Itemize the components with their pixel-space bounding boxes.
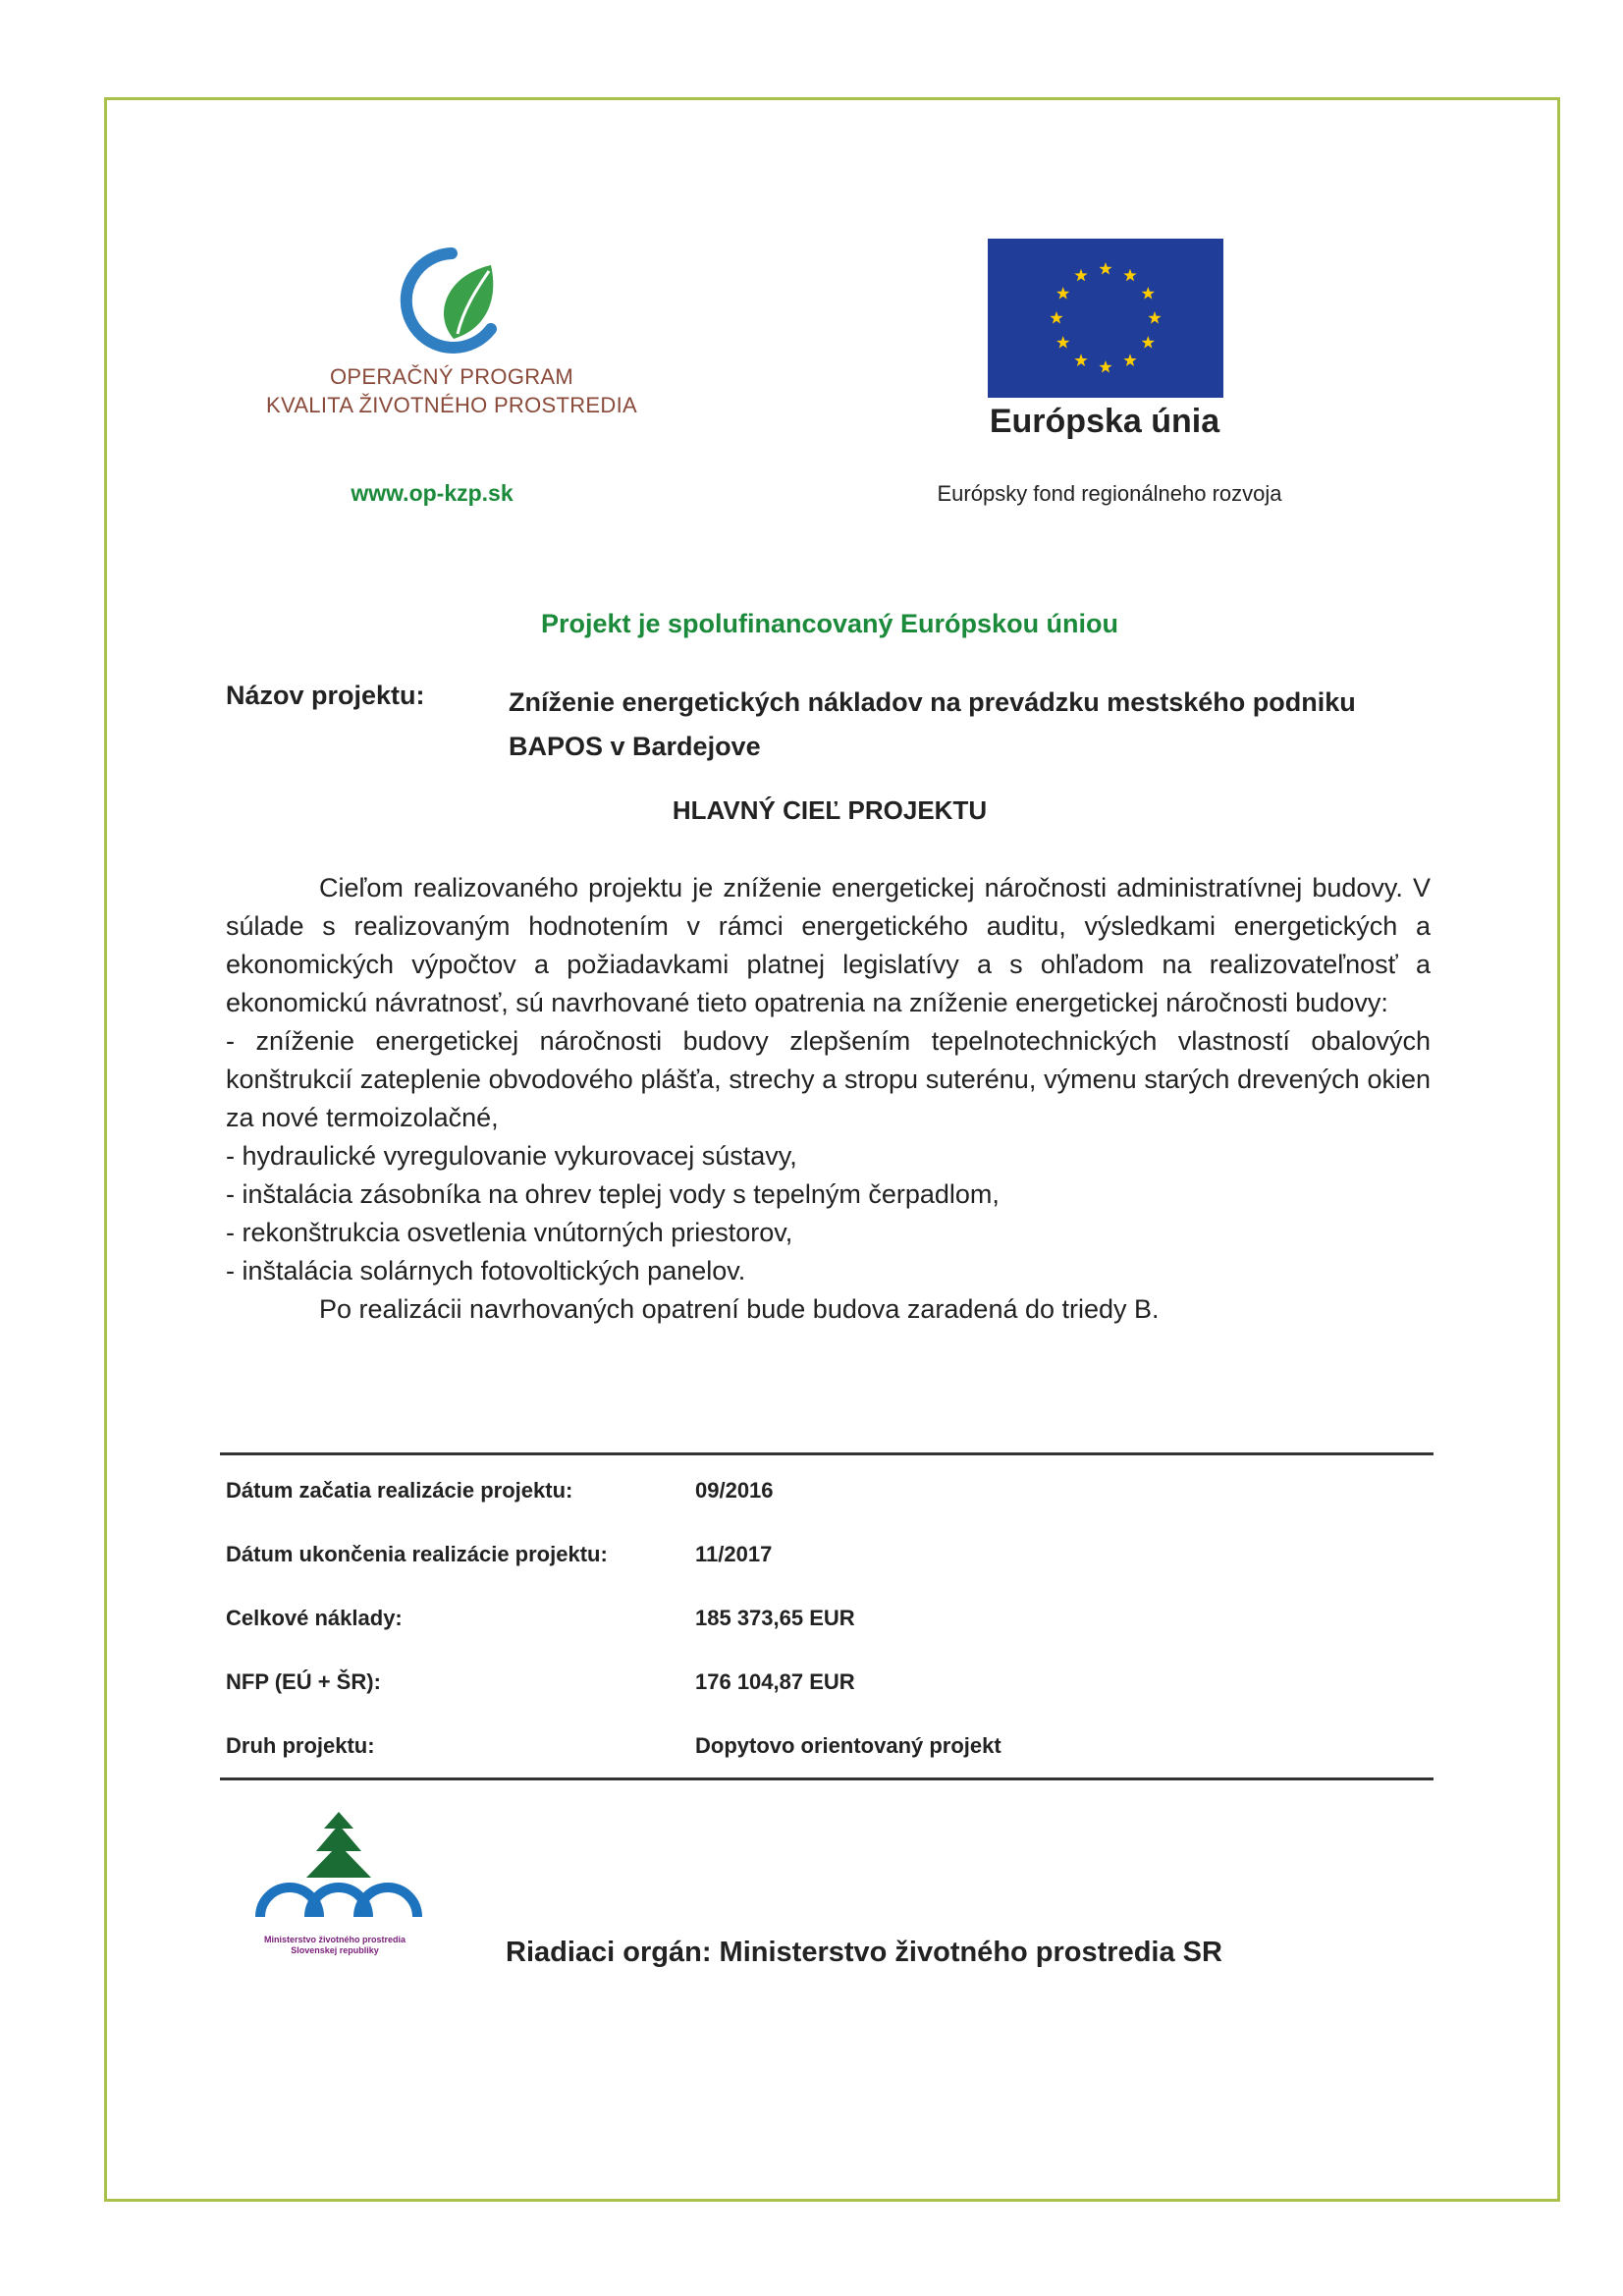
info-row	[226, 1669, 1424, 1733]
info-row	[226, 1478, 1424, 1542]
project-info-table	[226, 1478, 1424, 1797]
eu-fund: Európsky fond regionálneho rozvoja	[937, 481, 1282, 506]
info-row	[226, 1733, 1424, 1797]
info-value: 11/2017	[695, 1542, 773, 1566]
info-value: 09/2016	[695, 1478, 774, 1503]
project-name-value: Zníženie energetických nákladov na prevádzku mestského podniku BAPOS v Bardejove	[509, 687, 1356, 761]
info-label: NFP (EÚ + ŠR):	[226, 1669, 381, 1694]
goal-conclusion: Po realizácii navrhovaných opatrení bude budova zaradená do triedy B.	[319, 1294, 1160, 1324]
goal-item: - inštalácia zásobníka na ohrev teplej vody s tepelným čerpadlom,	[226, 1179, 1000, 1209]
info-value: 176 104,87 EUR	[695, 1669, 855, 1694]
info-row	[226, 1606, 1424, 1669]
goal-item: - zníženie energetickej náročnosti budovy zlepšením tepelnotechnických vlastností obalových konštrukcií zateplenie obvodového plášťa, strechy a stropu suterénu, výmenu starých drevených okien za nové termoizolačné,	[226, 1026, 1431, 1132]
divider	[220, 1452, 1434, 1455]
info-value: 185 373,65 EUR	[695, 1606, 855, 1630]
ministry-logo-line1: Ministerstvo životného prostredia	[263, 1935, 406, 1944]
info-label: Celkové náklady:	[226, 1606, 403, 1630]
managing-authority: Riadiaci orgán: Ministerstvo životného prostredia SR	[506, 1937, 1222, 1968]
goal-heading: HLAVNÝ CIEĽ PROJEKTU	[672, 795, 988, 825]
info-label: Dátum ukončenia realizácie projektu:	[226, 1542, 608, 1566]
goal-body	[226, 869, 1431, 1329]
goal-item: - hydraulické vyregulovanie vykurovacej sústavy,	[226, 1141, 797, 1171]
op-kzp-line1: OPERAČNÝ PROGRAM	[329, 364, 574, 389]
ministry-logo-line2: Slovenskej republiky	[291, 1945, 379, 1955]
project-name-label: Názov projektu:	[226, 681, 425, 710]
cofinanced-statement: Projekt je spolufinancovaný Európskou úniou	[540, 609, 1119, 638]
info-row	[226, 1542, 1424, 1606]
op-kzp-url[interactable]: www.op-kzp.sk	[351, 480, 514, 506]
goal-item: - inštalácia solárnych fotovoltických panelov.	[226, 1256, 746, 1285]
goal-item: - rekonštrukcia osvetlenia vnútorných priestorov,	[226, 1218, 793, 1247]
goal-intro: Cieľom realizovaného projektu je zníženie energetickej náročnosti administratívnej budovy. V súlade s realizovaným hodnotením v rámci energetického auditu, výsledkami energetických a ekonomických výpočtov a požiadavkami platnej legislatívy a s ohľadom na realizovateľnosť a ekonomickú návratnosť, sú navrhované tieto opatrenia na zníženie energetickej náročnosti budovy:	[226, 873, 1431, 1017]
op-kzp-logo-icon	[393, 246, 511, 358]
info-value: Dopytovo orientovaný projekt	[695, 1733, 1001, 1758]
info-label: Dátum začatia realizácie projektu:	[226, 1478, 573, 1503]
op-kzp-title	[245, 362, 658, 419]
op-kzp-line2: KVALITA ŽIVOTNÉHO PROSTREDIA	[266, 393, 637, 417]
divider	[220, 1777, 1434, 1780]
ministry-logo-caption	[234, 1935, 436, 1956]
eu-name: Európska únia	[989, 403, 1220, 440]
info-label: Druh projektu:	[226, 1733, 375, 1758]
eu-flag-icon	[988, 239, 1223, 398]
